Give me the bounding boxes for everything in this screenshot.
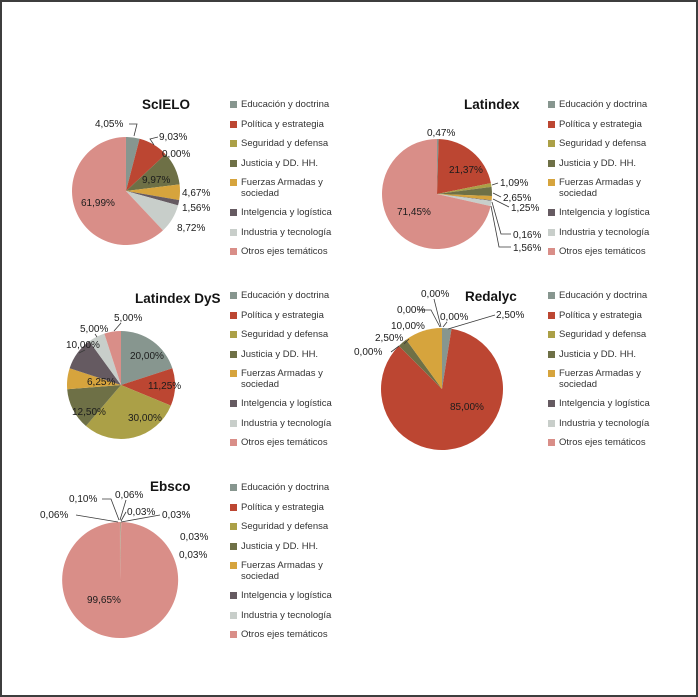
legend-item-label: Política y estrategia (559, 309, 642, 321)
legend-swatch (230, 420, 237, 427)
legend-item (230, 522, 354, 533)
percent-label: 0,03% (127, 507, 156, 518)
percent-label: 9,97% (142, 175, 171, 186)
legend-swatch (548, 140, 555, 147)
legend-item (548, 438, 672, 449)
legend-swatch (548, 209, 555, 216)
legend-swatch (230, 523, 237, 530)
percent-label: 1,56% (182, 203, 211, 214)
chart-title: ScIELO (142, 97, 191, 112)
legend-item-label: Educación y doctrina (559, 290, 648, 301)
legend-item-label: Justicia y DD. HH. (241, 157, 319, 169)
legend-item-label: Seguridad y defensa (559, 138, 647, 149)
legend-item-label: Fuerzas Armadas y sociedad (559, 368, 641, 390)
legend-item (230, 247, 354, 258)
legend-item-label: Intelgencia y logística (241, 590, 332, 601)
legend-item-label: Otros ejes temáticos (241, 246, 328, 257)
legend-item (548, 350, 672, 361)
legend-swatch (230, 292, 237, 299)
legend-swatch (548, 439, 555, 446)
legend-item (548, 369, 672, 390)
pie-chart-latindex (352, 90, 682, 285)
legend-item (230, 139, 354, 150)
legend-item-label: Industria y tecnología (241, 609, 332, 621)
legend-item (230, 438, 354, 449)
legend-swatch (230, 140, 237, 147)
legend-item-label: Política y estrategia (241, 118, 324, 130)
legend-swatch (548, 179, 555, 186)
legend-item-label: Intelgencia y logística (241, 398, 332, 409)
leader-line (448, 315, 495, 329)
legend-swatch (230, 592, 237, 599)
legend-item (230, 399, 354, 410)
legend-item-label: Educación y doctrina (241, 482, 330, 493)
legend-item-label: Justicia y DD. HH. (241, 348, 319, 360)
percent-label: 0,03% (180, 532, 209, 543)
percent-label: 71,45% (397, 207, 431, 218)
legend-item-label: Política y estrategia (559, 118, 642, 130)
legend-swatch (548, 400, 555, 407)
percent-label: 1,56% (513, 243, 542, 254)
legend-item (548, 100, 672, 111)
legend-item (230, 630, 354, 641)
legend-swatch (230, 101, 237, 108)
legend-swatch (230, 312, 237, 319)
legend-item-label: Fuerzas Armadas y sociedad (241, 368, 323, 390)
leader-line (492, 183, 498, 185)
leader-line (129, 124, 137, 136)
legend-item-label: Otros ejes temáticos (241, 629, 328, 640)
legend-swatch (548, 229, 555, 236)
chart-legend (230, 100, 354, 267)
percent-label: 4,05% (95, 119, 124, 130)
percent-label: 2,65% (503, 193, 532, 204)
legend-item-label: Fuerzas Armadas y sociedad (241, 177, 323, 199)
legend-swatch (230, 121, 237, 128)
legend-item (548, 247, 672, 258)
legend-item-label: Intelgencia y logística (559, 398, 650, 409)
leader-line (417, 310, 440, 327)
legend-item (548, 120, 672, 131)
legend-item (230, 159, 354, 170)
legend-item (548, 178, 672, 199)
leader-line (121, 515, 160, 522)
legend-swatch (230, 331, 237, 338)
legend-swatch (230, 351, 237, 358)
legend-item-label: Seguridad y defensa (241, 329, 329, 340)
legend-item (230, 208, 354, 219)
legend-item (548, 419, 672, 430)
legend-swatch (548, 331, 555, 338)
legend-item (548, 159, 672, 170)
legend-item (548, 311, 672, 322)
leader-line (493, 199, 509, 207)
chart-legend (548, 100, 672, 267)
legend-swatch (548, 351, 555, 358)
legend-swatch (548, 292, 555, 299)
pie-chart-latindex-dys (57, 282, 357, 477)
chart-title: Redalyc (465, 289, 517, 304)
legend-item-label: Industria y tecnología (559, 226, 650, 238)
percent-label: 11,25% (148, 381, 182, 392)
legend-item-label: Educación y doctrina (559, 99, 648, 110)
pie-chart-ebsco (32, 467, 362, 677)
legend-swatch (230, 400, 237, 407)
legend-item (548, 330, 672, 341)
legend-item-label: Seguridad y defensa (241, 138, 329, 149)
legend-item (548, 208, 672, 219)
percent-label: 0,00% (440, 312, 469, 323)
legend-item-label: Industria y tecnología (241, 226, 332, 238)
legend-item (230, 350, 354, 361)
percent-label: 0,00% (397, 305, 426, 316)
percent-label: 9,03% (159, 132, 188, 143)
percent-label: 0,00% (162, 149, 191, 160)
chart-legend (230, 291, 354, 458)
legend-item-label: Justicia y DD. HH. (241, 540, 319, 552)
legend-item-label: Educación y doctrina (241, 290, 330, 301)
percent-label: 61,99% (81, 198, 115, 209)
percent-label: 0,16% (513, 230, 542, 241)
leader-line (491, 206, 511, 247)
legend-item (548, 139, 672, 150)
percent-label: 2,50% (375, 333, 404, 344)
legend-swatch (548, 160, 555, 167)
chart-title: Latindex DyS (135, 291, 221, 306)
legend-item-label: Fuerzas Armadas y sociedad (559, 177, 641, 199)
legend-item-label: Industria y tecnología (559, 417, 650, 429)
legend-item (230, 503, 354, 514)
legend-item (230, 228, 354, 239)
percent-label: 0,03% (179, 550, 208, 561)
legend-item-label: Intelgencia y logística (241, 207, 332, 218)
chart-legend (548, 291, 672, 458)
legend-swatch (230, 439, 237, 446)
chart-legend (230, 483, 354, 650)
percent-label: 85,00% (450, 402, 484, 413)
legend-swatch (548, 121, 555, 128)
legend-item (548, 228, 672, 239)
legend-swatch (230, 209, 237, 216)
legend-swatch (230, 562, 237, 569)
legend-swatch (230, 504, 237, 511)
leader-line (95, 334, 97, 337)
pie-chart-scielo (57, 90, 357, 285)
pie-chart-redalyc (347, 282, 682, 477)
legend-item (230, 178, 354, 199)
legend-swatch (548, 248, 555, 255)
percent-label: 1,09% (500, 178, 529, 189)
legend-item (230, 330, 354, 341)
legend-item (230, 483, 354, 494)
percent-label: 2,50% (496, 310, 525, 321)
legend-swatch (230, 631, 237, 638)
legend-item-label: Política y estrategia (241, 309, 324, 321)
percent-label: 0,06% (115, 490, 144, 501)
percent-label: 6,25% (87, 377, 116, 388)
percent-label: 0,00% (421, 289, 450, 300)
legend-item-label: Justicia y DD. HH. (559, 348, 637, 360)
leader-line (443, 322, 447, 327)
legend-item (548, 399, 672, 410)
percent-label: 10,00% (391, 321, 425, 332)
legend-swatch (230, 484, 237, 491)
legend-item (230, 291, 354, 302)
legend-item-label: Seguridad y defensa (241, 521, 329, 532)
legend-item-label: Intelgencia y logística (559, 207, 650, 218)
legend-swatch (230, 543, 237, 550)
leader-line (102, 499, 119, 520)
leader-line (493, 193, 501, 197)
percent-label: 12,50% (72, 407, 106, 418)
percent-label: 30,00% (128, 413, 162, 424)
leader-line (76, 515, 118, 522)
percent-label: 5,00% (80, 324, 109, 335)
legend-item-label: Educación y doctrina (241, 99, 330, 110)
percent-label: 21,37% (449, 165, 483, 176)
legend-item-label: Seguridad y defensa (559, 329, 647, 340)
legend-item (230, 591, 354, 602)
percent-label: 5,00% (114, 313, 143, 324)
legend-swatch (548, 420, 555, 427)
legend-item-label: Industria y tecnología (241, 417, 332, 429)
legend-item (548, 291, 672, 302)
legend-swatch (548, 370, 555, 377)
legend-swatch (230, 160, 237, 167)
legend-swatch (230, 370, 237, 377)
legend-item-label: Política y estrategia (241, 501, 324, 513)
legend-item-label: Otros ejes temáticos (559, 437, 646, 448)
legend-item (230, 120, 354, 131)
legend-item-label: Fuerzas Armadas y sociedad (241, 560, 323, 582)
percent-label: 10,00% (66, 340, 100, 351)
legend-item-label: Justicia y DD. HH. (559, 157, 637, 169)
percent-label: 0,00% (354, 347, 383, 358)
legend-item (230, 419, 354, 430)
legend-item (230, 369, 354, 390)
legend-item-label: Otros ejes temáticos (241, 437, 328, 448)
legend-swatch (230, 612, 237, 619)
percent-label: 0,06% (40, 510, 69, 521)
legend-swatch (230, 179, 237, 186)
legend-swatch (548, 101, 555, 108)
legend-item (230, 100, 354, 111)
legend-item-label: Otros ejes temáticos (559, 246, 646, 257)
legend-swatch (548, 312, 555, 319)
chart-title: Latindex (464, 97, 520, 112)
percent-label: 8,72% (177, 223, 206, 234)
percent-label: 0,03% (162, 510, 191, 521)
chart-title: Ebsco (150, 479, 191, 494)
percent-label: 0,10% (69, 494, 98, 505)
legend-item (230, 542, 354, 553)
legend-item (230, 611, 354, 622)
legend-swatch (230, 248, 237, 255)
percent-label: 99,65% (87, 595, 121, 606)
legend-swatch (230, 229, 237, 236)
legend-item (230, 561, 354, 582)
percent-label: 0,47% (427, 128, 456, 139)
percent-label: 1,25% (511, 203, 540, 214)
leader-line (114, 323, 121, 331)
percent-label: 20,00% (130, 351, 164, 362)
legend-item (230, 311, 354, 322)
percent-label: 4,67% (182, 188, 211, 199)
